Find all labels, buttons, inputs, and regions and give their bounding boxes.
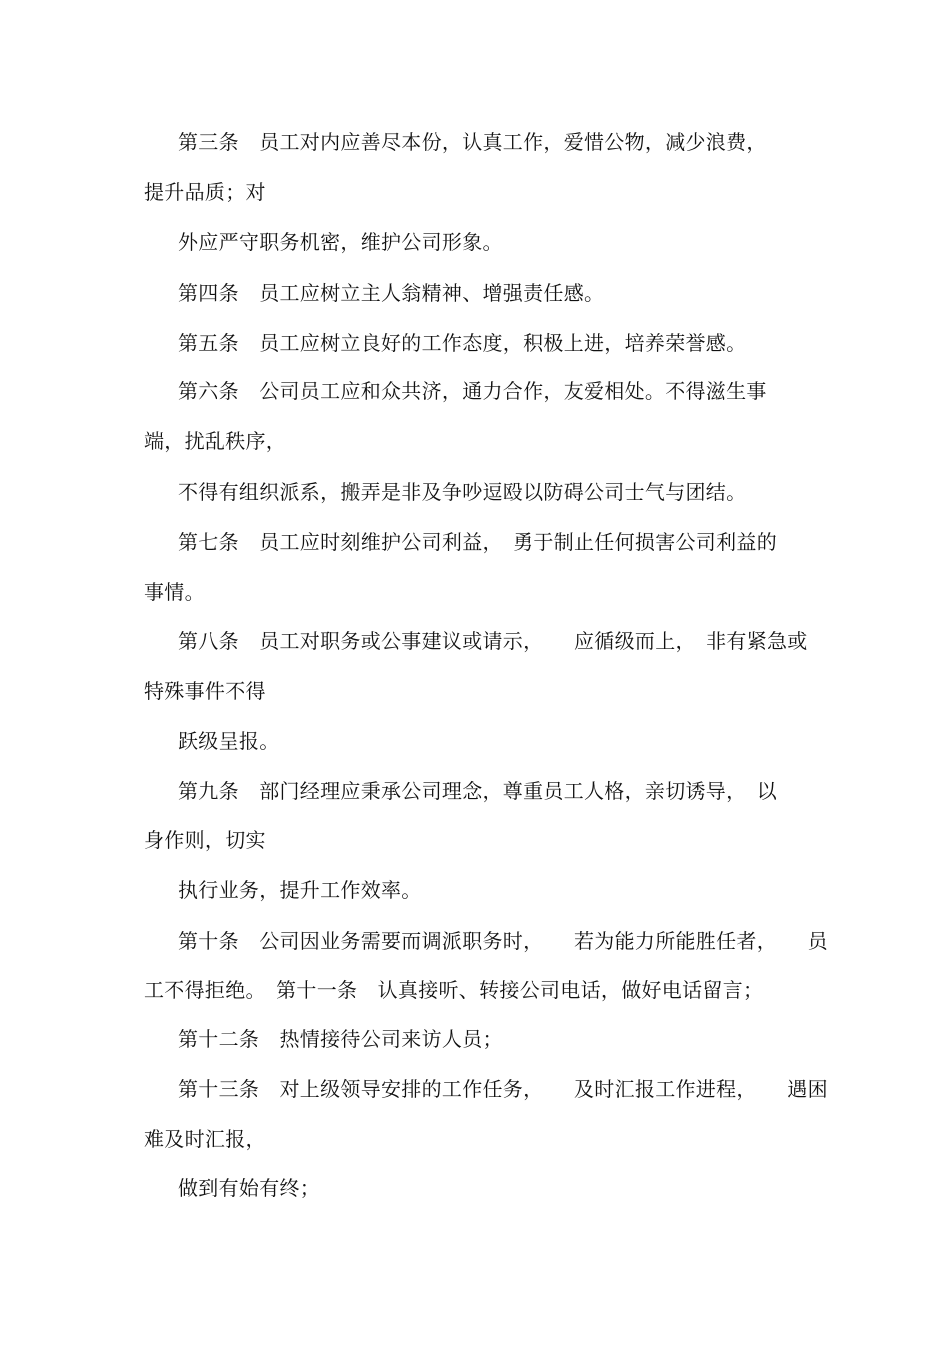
text-line-article-8: 第八条 员工对职务或公事建议或请示， 应循级而上， 非有紧急或 bbox=[178, 629, 808, 653]
text-line-article-3-cont-1: 提升品质；对 bbox=[144, 180, 266, 204]
text-line-article-5: 第五条 员工应树立良好的工作态度，积极上进，培养荣誉感。 bbox=[178, 331, 747, 355]
text-line-article-13: 第十三条 对上级领导安排的工作任务， 及时汇报工作进程， 遇困 bbox=[178, 1077, 828, 1101]
text-line-article-10-11: 工不得拒绝。 第十一条 认真接听、转接公司电话，做好电话留言； bbox=[144, 978, 764, 1002]
text-line-article-8-cont-2: 跃级呈报。 bbox=[178, 729, 280, 753]
text-line-article-3-cont-2: 外应严守职务机密，维护公司形象。 bbox=[178, 230, 503, 254]
text-line-article-6: 第六条 公司员工应和众共济，通力合作，友爱相处。不得滋生事 bbox=[178, 379, 767, 403]
text-line-article-13-cont-2: 做到有始有终； bbox=[178, 1176, 321, 1200]
text-line-article-7-cont: 事情。 bbox=[144, 580, 205, 604]
text-line-article-12: 第十二条 热情接待公司来访人员； bbox=[178, 1027, 503, 1051]
text-line-article-3: 第三条 员工对内应善尽本份，认真工作，爱惜公物，减少浪费， bbox=[178, 130, 767, 154]
text-line-article-9: 第九条 部门经理应秉承公司理念，尊重员工人格，亲切诱导， 以 bbox=[178, 779, 777, 803]
text-line-article-8-cont-1: 特殊事件不得 bbox=[144, 679, 266, 703]
text-line-article-13-cont-1: 难及时汇报， bbox=[144, 1127, 266, 1151]
text-line-article-9-cont-2: 执行业务，提升工作效率。 bbox=[178, 878, 422, 902]
text-line-article-9-cont-1: 身作则，切实 bbox=[144, 828, 266, 852]
text-line-article-7: 第七条 员工应时刻维护公司利益， 勇于制止任何损害公司利益的 bbox=[178, 530, 777, 554]
text-line-article-4: 第四条 员工应树立主人翁精神、增强责任感。 bbox=[178, 281, 605, 305]
text-line-article-6-cont-2: 不得有组织派系，搬弄是非及争吵逗殴以防碍公司士气与团结。 bbox=[178, 480, 747, 504]
text-line-article-6-cont-1: 端，扰乱秩序， bbox=[144, 429, 287, 453]
text-line-article-10: 第十条 公司因业务需要而调派职务时， 若为能力所能胜任者， 员 bbox=[178, 929, 828, 953]
